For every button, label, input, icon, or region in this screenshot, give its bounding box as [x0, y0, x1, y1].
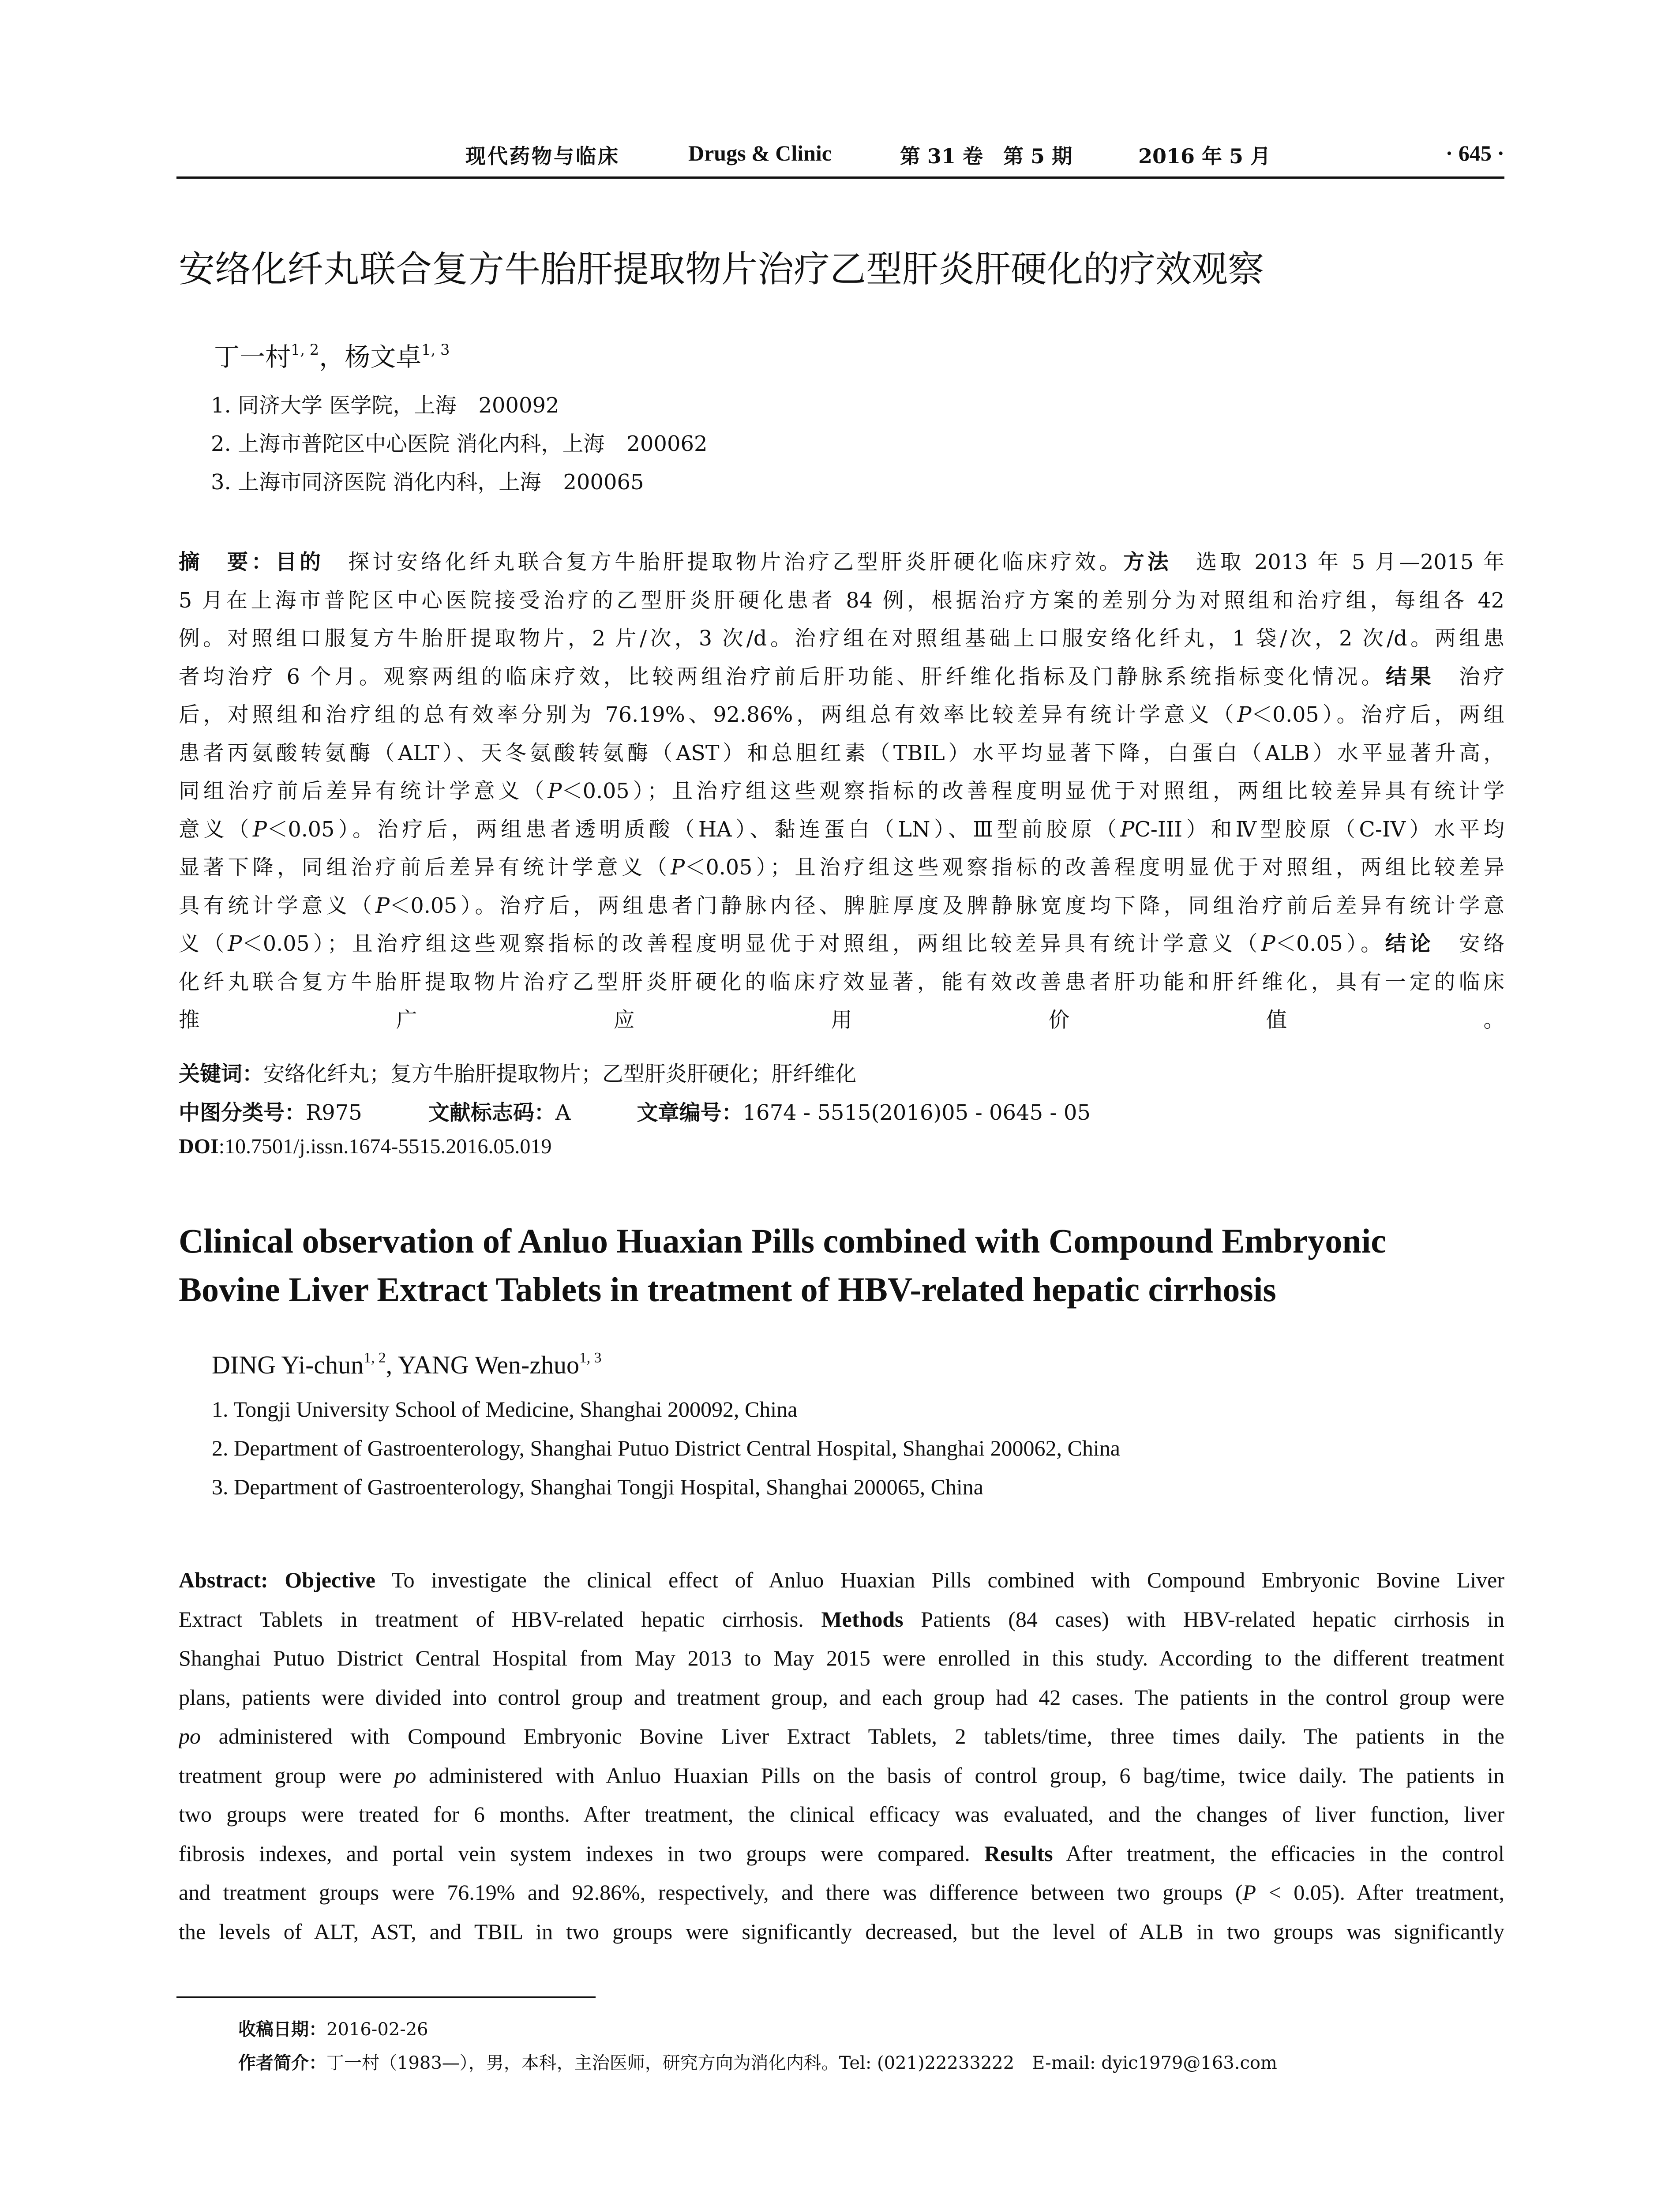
- abstract-section-label: 目的: [275, 550, 324, 574]
- abstract-text: < 0.05). After treatment,: [1256, 1880, 1504, 1905]
- abstract-cn: [179, 544, 1504, 1040]
- abstract-label: 摘 要：: [179, 550, 276, 574]
- header-rule: [176, 176, 1504, 179]
- abstract-line: [179, 773, 1504, 811]
- abstract-text: treatment group were: [179, 1763, 394, 1788]
- abstract-text: the levels of ALT, AST, and TBIL in two groups were significantly decreased, but the level of ALB in two groups was significantly: [179, 1919, 1504, 1944]
- abstract-text: fibrosis indexes, and portal vein system indexes in two groups were compared.: [179, 1841, 985, 1866]
- abstract-en: [179, 1561, 1504, 1951]
- abstract-text: 同组治疗前后差异有统计学意义（P＜0.05）；且治疗组这些观察指标的改善程度明显优于对照组，两组比较差异具有统计学: [179, 779, 1504, 803]
- abstract-italic-text: po: [179, 1724, 201, 1748]
- abstract-text: 例。对照组口服复方牛胎肝提取物片，2 片/次，3 次/d。治疗组在对照组基础上口服安络化纤丸，1 袋/次，2 次/d。两组患: [179, 627, 1504, 651]
- article-number-label: 文章编号：: [637, 1100, 743, 1125]
- abstract-text: 意义（P＜0.05）。治疗后，两组患者透明质酸（HA）、黏连蛋白（LN）、Ⅲ型前胶原（PC-III）和Ⅳ型胶原（C-IV）水平均: [179, 817, 1504, 842]
- author-name: YANG Wen-zhuo: [398, 1351, 579, 1379]
- abstract-line: [179, 964, 1504, 1002]
- affiliation-cn: [211, 427, 708, 457]
- clc-label: 中图分类号：: [179, 1100, 306, 1125]
- abstract-text: two groups were treated for 6 months. After treatment, the clinical efficacy was evaluated, and the changes of liver function, liver: [179, 1802, 1504, 1827]
- page-number: · 645 ·: [1445, 141, 1504, 165]
- abstract-line: [179, 735, 1504, 773]
- abstract-text: administered with Compound Embryonic Bovine Liver Extract Tablets, 2 tablets/time, three times daily. The patients in the: [201, 1724, 1504, 1748]
- abstract-line: [179, 1639, 1504, 1678]
- title-en: [179, 1217, 1386, 1314]
- abstract-line: [179, 544, 1504, 582]
- abstract-section-label: Abstract: Objective: [179, 1568, 375, 1592]
- affiliation-text: 1. 同济大学 医学院，上海: [211, 393, 457, 418]
- author-affiliation-marker: 1, 3: [421, 341, 450, 358]
- abstract-text: 选取 2013 年 5 月—2015 年: [1172, 550, 1504, 574]
- authors-en: [212, 1350, 601, 1380]
- affiliation-text: 3. 上海市同济医院 消化内科，上海: [211, 470, 541, 495]
- abstract-section-label: 方法: [1123, 550, 1172, 574]
- footnote-author-bio: [238, 2049, 1277, 2074]
- author-separator: ，: [319, 342, 345, 372]
- postal-code: 200092: [478, 393, 559, 418]
- volume-issue: 第 31 卷 第 5 期: [900, 144, 1072, 168]
- title-en-line: Clinical observation of Anluo Huaxian Pills combined with Compound Embryonic: [179, 1222, 1386, 1260]
- affiliation-en: 3. Department of Gastroenterology, Shanghai Tongji Hospital, Shanghai 200065, China: [212, 1474, 983, 1499]
- affiliation-en: 1. Tongji University School of Medicine, Shanghai 200092, China: [212, 1397, 798, 1422]
- abstract-text: 显著下降，同组治疗前后差异有统计学意义（P＜0.05）；且治疗组这些观察指标的改善程度明显优于对照组，两组比较差异: [179, 855, 1504, 880]
- author-affiliation-marker: 1, 3: [579, 1349, 602, 1366]
- abstract-text: 探讨安络化纤丸联合复方牛胎肝提取物片治疗乙型肝炎肝硬化临床疗效。: [324, 550, 1124, 574]
- abstract-text: 治疗: [1434, 664, 1504, 689]
- author-affiliation-marker: 1, 2: [364, 1349, 386, 1366]
- abstract-line: [179, 1678, 1504, 1717]
- abstract-text: 安络: [1434, 932, 1504, 956]
- title-cn: 安络化纤丸联合复方牛胎肝提取物片治疗乙型肝炎肝硬化的疗效观察: [179, 248, 1264, 290]
- keywords-label: 关键词：: [179, 1062, 264, 1086]
- abstract-line: [179, 849, 1504, 887]
- abstract-line: [179, 696, 1504, 735]
- abstract-text: plans, patients were divided into control group and treatment group, and each group had 42 cases. The patients in the control group were: [179, 1685, 1504, 1710]
- abstract-line: [179, 658, 1504, 697]
- doi-value: :10.7501/j.issn.1674-5515.2016.05.019: [218, 1135, 552, 1158]
- postal-code: 200065: [563, 470, 644, 495]
- author-name: DING Yi-chun: [212, 1351, 364, 1379]
- footnote-rule: [176, 1996, 596, 1998]
- abstract-text: To investigate the clinical effect of Anluo Huaxian Pills combined with Compound Embryonic Bovine Liver: [375, 1568, 1504, 1592]
- doi-line: [179, 1134, 551, 1159]
- abstract-line: [179, 925, 1504, 964]
- abstract-line: [179, 620, 1504, 658]
- journal-name-en: Drugs & Clinic: [688, 141, 832, 165]
- clc-number: R975: [306, 1100, 362, 1125]
- received-label: 收稿日期：: [238, 2019, 326, 2040]
- journal-name-cn: 现代药物与临床: [465, 144, 620, 168]
- title-en-line: Bovine Liver Extract Tablets in treatment of HBV-related hepatic cirrhosis: [179, 1270, 1276, 1309]
- issue-date: 2016 年 5 月: [1138, 144, 1271, 168]
- abstract-line: [179, 1756, 1504, 1795]
- abstract-line: [179, 811, 1504, 849]
- abstract-text: 化纤丸联合复方牛胎肝提取物片治疗乙型肝炎肝硬化的临床疗效显著，能有效改善患者肝功能和肝纤维化，具有一定的临床: [179, 970, 1504, 994]
- abstract-section-label: 结论: [1385, 932, 1435, 956]
- author-name: 丁一村: [214, 342, 291, 372]
- abstract-text: 患者丙氨酸转氨酶（ALT）、天冬氨酸转氨酶（AST）和总胆红素（TBIL）水平均显著下降，白蛋白（ALB）水平显著升高，: [179, 741, 1504, 765]
- postal-code: 200062: [626, 431, 708, 456]
- abstract-text: 具有统计学意义（P＜0.05）。治疗后，两组患者门静脉内径、脾脏厚度及脾静脉宽度均下降，同组治疗前后差异有统计学意: [179, 893, 1504, 918]
- bio-label: 作者简介：: [238, 2053, 326, 2073]
- abstract-text: administered with Anluo Huaxian Pills on the basis of control group, 6 bag/time, twice daily. The patients in: [416, 1763, 1504, 1788]
- doi-label: DOI: [179, 1135, 219, 1158]
- abstract-line: [179, 1873, 1504, 1912]
- abstract-line: [179, 887, 1504, 926]
- abstract-text: Shanghai Putuo District Central Hospital from May 2013 to May 2015 were enrolled in this study. According to the different treatment: [179, 1646, 1504, 1670]
- keywords-text: 安络化纤丸；复方牛胎肝提取物片；乙型肝炎肝硬化；肝纤维化: [263, 1062, 857, 1086]
- abstract-line: [179, 1561, 1504, 1600]
- abstract-text: Extract Tablets in treatment of HBV-related hepatic cirrhosis.: [179, 1606, 821, 1632]
- affiliation-cn: [211, 388, 559, 419]
- author-name: 杨文卓: [345, 342, 422, 372]
- abstract-text: Patients (84 cases) with HBV-related hepatic cirrhosis in: [903, 1606, 1504, 1632]
- document-code: A: [555, 1100, 571, 1125]
- affiliation-en: 2. Department of Gastroenterology, Shanghai Putuo District Central Hospital, Shanghai 200062, China: [212, 1436, 1120, 1460]
- document-code-label: 文献标志码：: [428, 1100, 555, 1125]
- abstract-line: [179, 582, 1504, 620]
- abstract-text: 后，对照组和治疗组的总有效率分别为 76.19%、92.86%，两组总有效率比较差异有统计学意义（P＜0.05）。治疗后，两组: [179, 703, 1504, 727]
- abstract-text: 推广应用价值。: [179, 1008, 1504, 1032]
- author-affiliation-marker: 1, 2: [291, 341, 319, 358]
- abstract-line: [179, 1717, 1504, 1756]
- authors-cn: [214, 336, 450, 373]
- received-date: 2016-02-26: [326, 2019, 428, 2040]
- classification-line: [179, 1095, 1091, 1126]
- affiliation-text: 2. 上海市普陀区中心医院 消化内科，上海: [211, 431, 605, 456]
- bio-text: 丁一村（1983—），男，本科，主治医师，研究方向为消化内科。Tel: (021)22233222 E-mail: dyic1979@163.com: [326, 2053, 1277, 2073]
- abstract-section-label: 结果: [1385, 664, 1435, 689]
- abstract-line: [179, 1600, 1504, 1639]
- abstract-italic-text: po: [394, 1763, 416, 1788]
- abstract-section-label: Methods: [821, 1606, 904, 1632]
- keywords-cn: [179, 1057, 856, 1087]
- abstract-text: 义（P＜0.05）；且治疗组这些观察指标的改善程度明显优于对照组，两组比较差异具有统计学意义（P＜0.05）。: [179, 932, 1385, 956]
- abstract-line: [179, 1795, 1504, 1834]
- footnote-received: [238, 2015, 428, 2041]
- abstract-text: After treatment, the efficacies in the control: [1053, 1841, 1504, 1866]
- running-header: [176, 140, 1504, 176]
- abstract-section-label: Results: [984, 1841, 1053, 1866]
- author-separator: ,: [386, 1351, 398, 1379]
- affiliation-cn: [211, 465, 644, 495]
- abstract-text: 5 月在上海市普陀区中心医院接受治疗的乙型肝炎肝硬化患者 84 例，根据治疗方案的差别分为对照组和治疗组，每组各 42: [179, 588, 1504, 613]
- abstract-italic-text: P: [1242, 1880, 1256, 1905]
- abstract-text: 者均治疗 6 个月。观察两组的临床疗效，比较两组治疗前后肝功能、肝纤维化指标及门静脉系统指标变化情况。: [179, 664, 1386, 689]
- abstract-line: [179, 1834, 1504, 1873]
- abstract-line: [179, 1912, 1504, 1951]
- article-number: 1674 - 5515(2016)05 - 0645 - 05: [742, 1100, 1091, 1125]
- abstract-text: and treatment groups were 76.19% and 92.86%, respectively, and there was difference between two groups (: [179, 1880, 1243, 1905]
- abstract-line: [179, 1002, 1504, 1040]
